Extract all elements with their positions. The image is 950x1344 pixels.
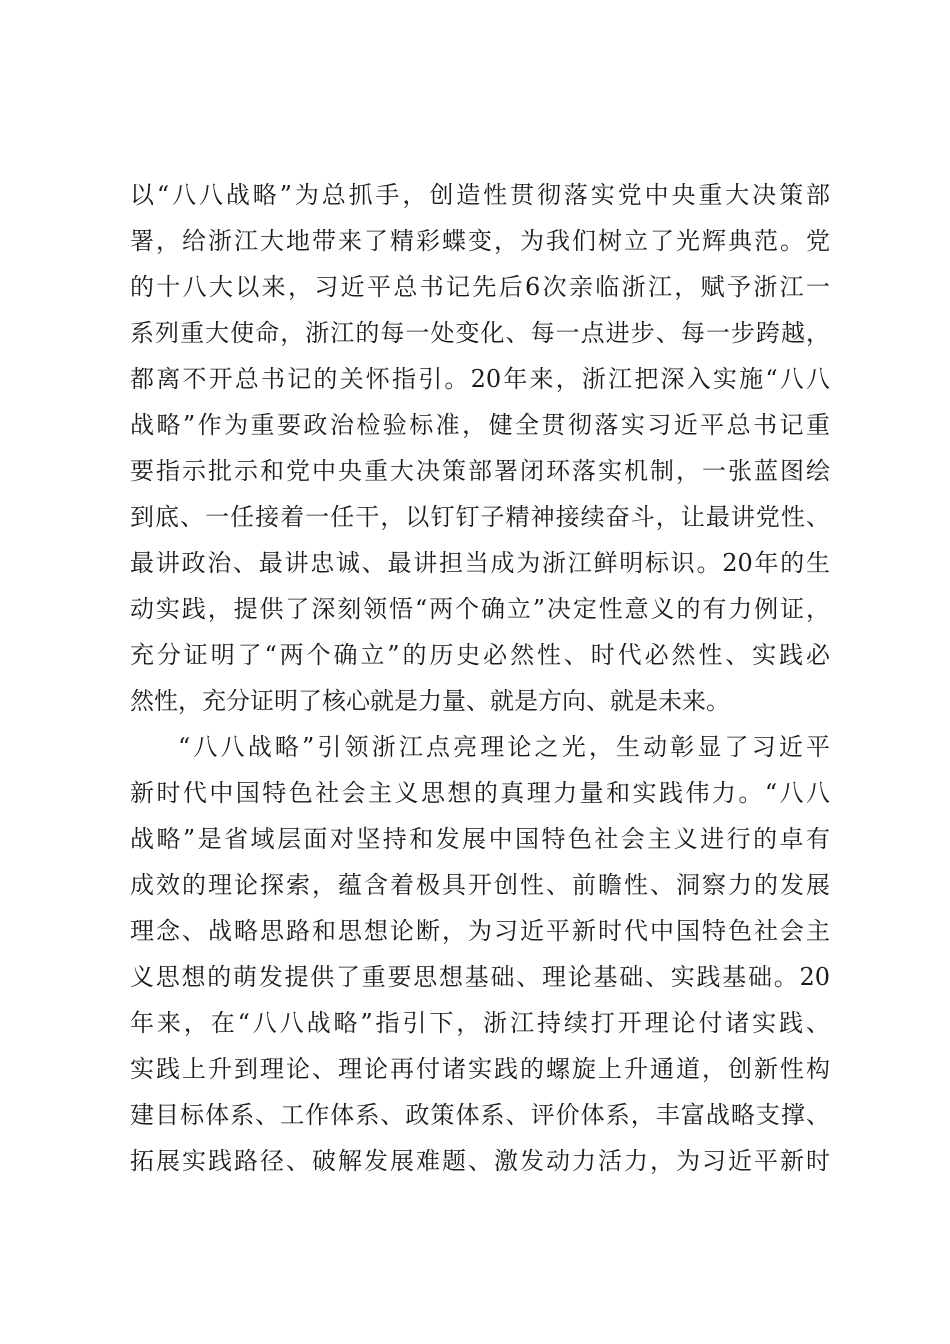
text-line: 以“八八战略”为总抓手，创造性贯彻落实党中央重大决策部 xyxy=(130,181,830,209)
text-line: 建目标体系、工作体系、政策体系、评价体系，丰富战略支撑、 xyxy=(130,1101,830,1129)
text-line: 署，给浙江大地带来了精彩蝶变，为我们树立了光辉典范。党 xyxy=(130,227,830,255)
text-line: 最讲政治、最讲忠诚、最讲担当成为浙江鲜明标识。20年的生 xyxy=(130,549,830,577)
paragraph-2 xyxy=(130,724,830,1184)
text-line: 成效的理论探索，蕴含着极具开创性、前瞻性、洞察力的发展 xyxy=(130,871,830,899)
text-line: 拓展实践路径、破解发展难题、激发动力活力，为习近平新时 xyxy=(130,1147,830,1175)
text-line: 系列重大使命，浙江的每一处变化、每一点进步、每一步跨越， xyxy=(130,319,830,347)
text-line: 的十八大以来，习近平总书记先后6次亲临浙江，赋予浙江一 xyxy=(130,273,830,301)
text-line: 然性，充分证明了核心就是力量、就是方向、就是未来。 xyxy=(130,687,730,715)
text-line: 年来，在“八八战略”指引下，浙江持续打开理论付诸实践、 xyxy=(130,1009,830,1037)
text-line: 义思想的萌发提供了重要思想基础、理论基础、实践基础。20 xyxy=(130,963,830,991)
paragraph-1 xyxy=(130,172,830,724)
text-line: 要指示批示和党中央重大决策部署闭环落实机制，一张蓝图绘 xyxy=(130,457,830,485)
text-line: “八八战略”引领浙江点亮理论之光，生动彰显了习近平 xyxy=(178,733,830,761)
text-line: 实践上升到理论、理论再付诸实践的螺旋上升通道，创新性构 xyxy=(130,1055,830,1083)
text-line: 战略”是省域层面对坚持和发展中国特色社会主义进行的卓有 xyxy=(130,825,830,853)
text-line: 新时代中国特色社会主义思想的真理力量和实践伟力。“八八 xyxy=(130,779,830,807)
text-line: 到底、一任接着一任干，以钉钉子精神接续奋斗，让最讲党性、 xyxy=(130,503,830,531)
text-line: 都离不开总书记的关怀指引。20年来，浙江把深入实施“八八 xyxy=(130,365,830,393)
text-line: 理念、战略思路和思想论断，为习近平新时代中国特色社会主 xyxy=(130,917,830,945)
body-text xyxy=(130,172,830,1184)
text-line: 充分证明了“两个确立”的历史必然性、时代必然性、实践必 xyxy=(130,641,830,669)
text-line: 战略”作为重要政治检验标准，健全贯彻落实习近平总书记重 xyxy=(130,411,830,439)
text-line: 动实践，提供了深刻领悟“两个确立”决定性意义的有力例证， xyxy=(130,595,830,623)
